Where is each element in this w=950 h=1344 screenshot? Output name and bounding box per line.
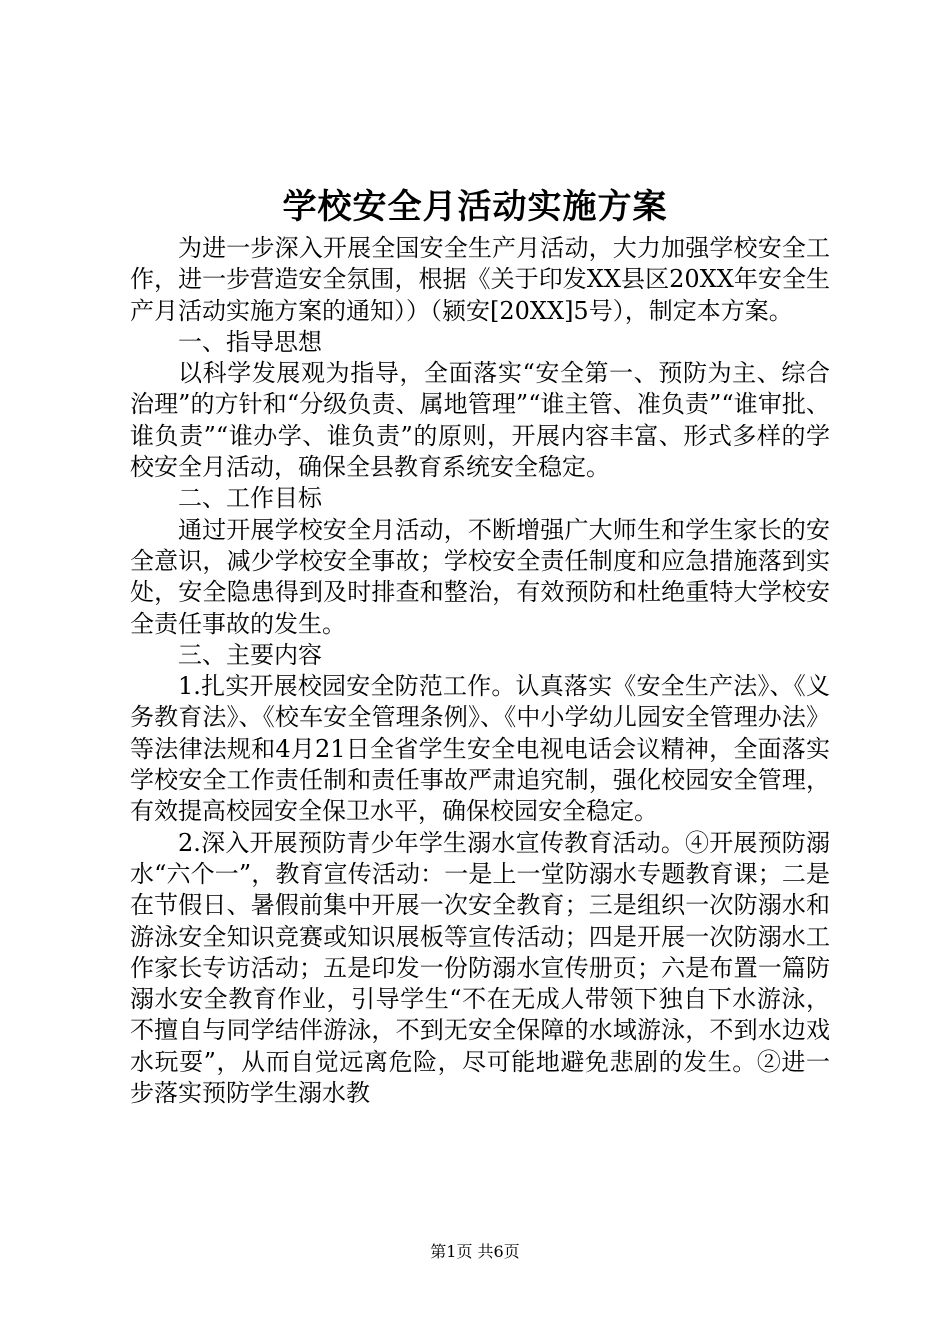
section-paragraph-work-goals: 通过开展学校安全月活动，不断增强广大师生和学生家长的安全意识，减少学校安全事故；学校安全责任制度和应急措施落到实处，安全隐患得到及时排查和整治，有效预防和杜绝重特大学校安全责任事故的发生。 (130, 515, 830, 638)
section-heading-work-goals: 二、工作目标 (178, 484, 322, 513)
document-title: 学校安全月活动实施方案 (282, 187, 668, 227)
content-item-2: 2.深入开展预防青少年学生溺水宣传教育活动。④开展预防溺水“六个一”，教育宣传活动：一是上一堂防溺水专题教育课；二是在节假日、暑假前集中开展一次安全教育；三是组织一次防溺水和游泳安全知识竞赛或知识展板等宣传活动；四是开展一次防溺水工作家长专访活动；五是印发一份防溺水宣传册页；六是布置一篇防溺水安全教育作业，引导学生“不在无成人带领下独自下水游泳，不擅自与同学结伴游泳，不到无安全保障的水域游泳，不到水边戏水玩耍”，从而自觉远离危险，尽可能地避免悲剧的发生。②进一步落实预防学生溺水教 (130, 828, 830, 1108)
document-body (130, 233, 830, 1109)
content-item-1: 1.扎实开展校园安全防范工作。认真落实《安全生产法》、《义务教育法》、《校车安全管理条例》、《中小学幼儿园安全管理办法》等法律法规和4月21日全省学生安全电视电话会议精神，全面落实学校安全工作责任制和责任事故严肃追究制，强化校园安全管理，有效提高校园安全保卫水平，确保校园安全稳定。 (130, 672, 830, 826)
section-heading-main-content: 三、主要内容 (178, 640, 322, 669)
page-footer: 第1页 共6页 (430, 1242, 520, 1261)
section-paragraph-guiding-ideology: 以科学发展观为指导，全面落实“安全第一、预防为主、综合治理”的方针和“分级负责、属地管理”“谁主管、准负责”“谁审批、谁负责”“谁办学、谁负责”的原则，开展内容丰富、形式多样的学校安全月活动，确保全县教育系统安全稳定。 (130, 359, 830, 482)
intro-paragraph: 为进一步深入开展全国安全生产月活动，大力加强学校安全工作，进一步营造安全氛围，根据《关于印发XX县区20XX年安全生产月活动实施方案的通知））（颍安[20XX]5号），制定本方案。 (130, 234, 830, 325)
section-heading-guiding-ideology: 一、指导思想 (178, 327, 322, 356)
